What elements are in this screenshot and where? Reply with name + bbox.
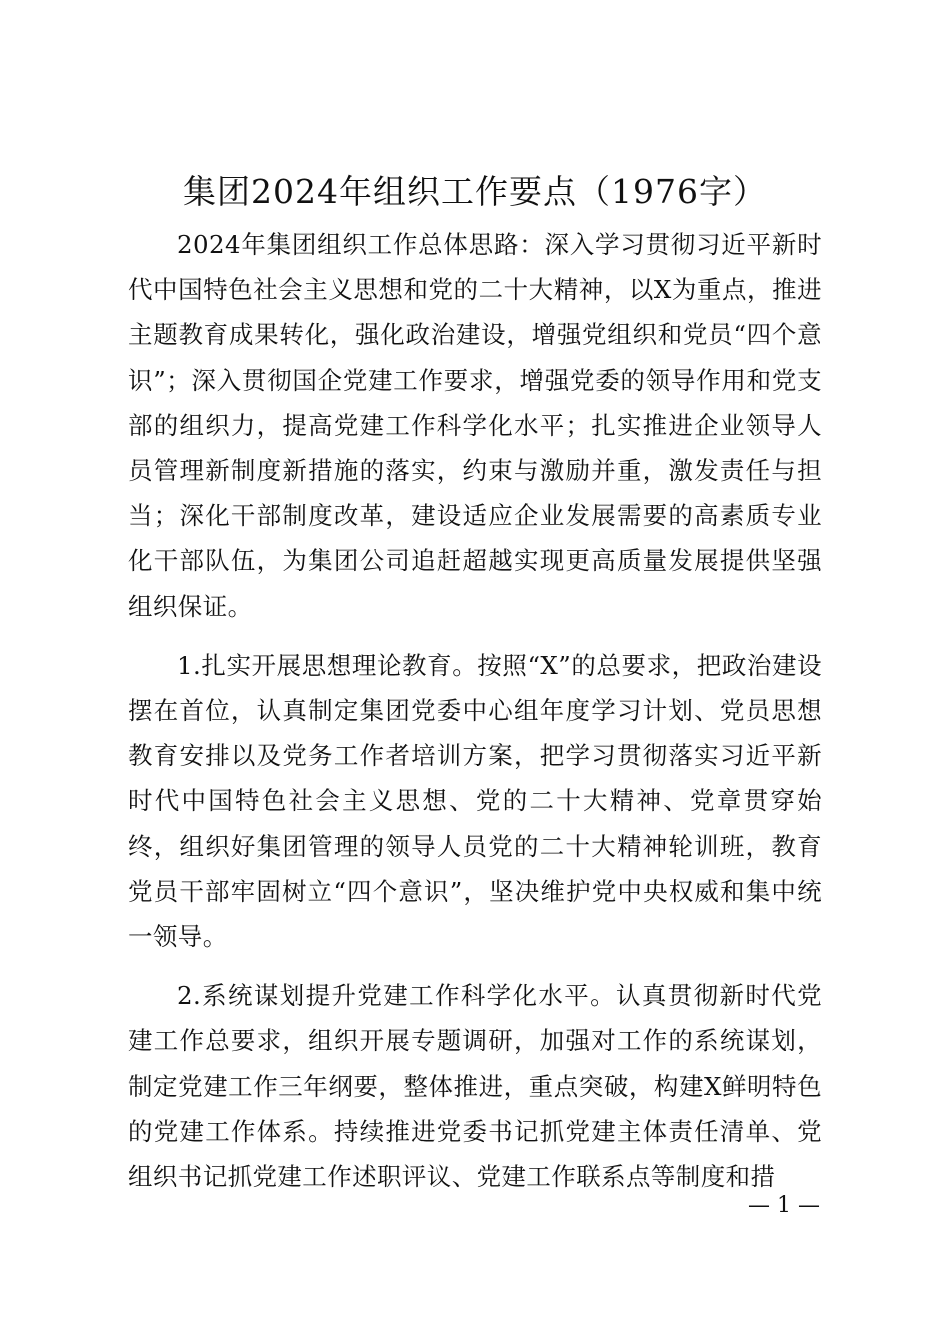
paragraph-item-2: 2.系统谋划提升党建工作科学化水平。认真贯彻新时代党建工作总要求，组织开展专题调研，加强对工作的系统谋划，制定党建工作三年纲要，整体推进，重点突破，构建X鲜明特色的党建工作体系。持续推进党委书记抓党建主体责任清单、党组织书记抓党建工作述职评议、党建工作联系点等制度和措 xyxy=(128,981,822,1192)
page-number: — 1 — xyxy=(748,1193,820,1218)
paragraph-overall-approach: 2024年集团组织工作总体思路：深入学习贯彻习近平新时代中国特色社会主义思想和党的二十大精神，以X为重点，推进主题教育成果转化，强化政治建设，增强党组织和党员“四个意识”；深入贯彻国企党建工作要求，增强党委的领导作用和党支部的组织力，提高党建工作科学化水平；扎实推进企业领导人员管理新制度新措施的落实，约束与激励并重，激发责任与担当；深化干部制度改革，建设适应企业发展需要的高素质专业化干部队伍，为集团公司追赶超越实现更高质量发展提供坚强组织保证。 xyxy=(128,230,822,621)
paragraph-item-1: 1.扎实开展思想理论教育。按照“X”的总要求，把政治建设摆在首位，认真制定集团党委中心组年度学习计划、党员思想教育安排以及党务工作者培训方案，把学习贯彻落实习近平新时代中国特色社会主义思想、党的二十大精神、党章贯穿始终，组织好集团管理的领导人员党的二十大精神轮训班，教育党员干部牢固树立“四个意识”，坚决维护党中央权威和集中统一领导。 xyxy=(128,650,822,952)
document-title: 集团2024年组织工作要点（1976字） xyxy=(183,172,767,211)
document-body xyxy=(128,222,822,1213)
